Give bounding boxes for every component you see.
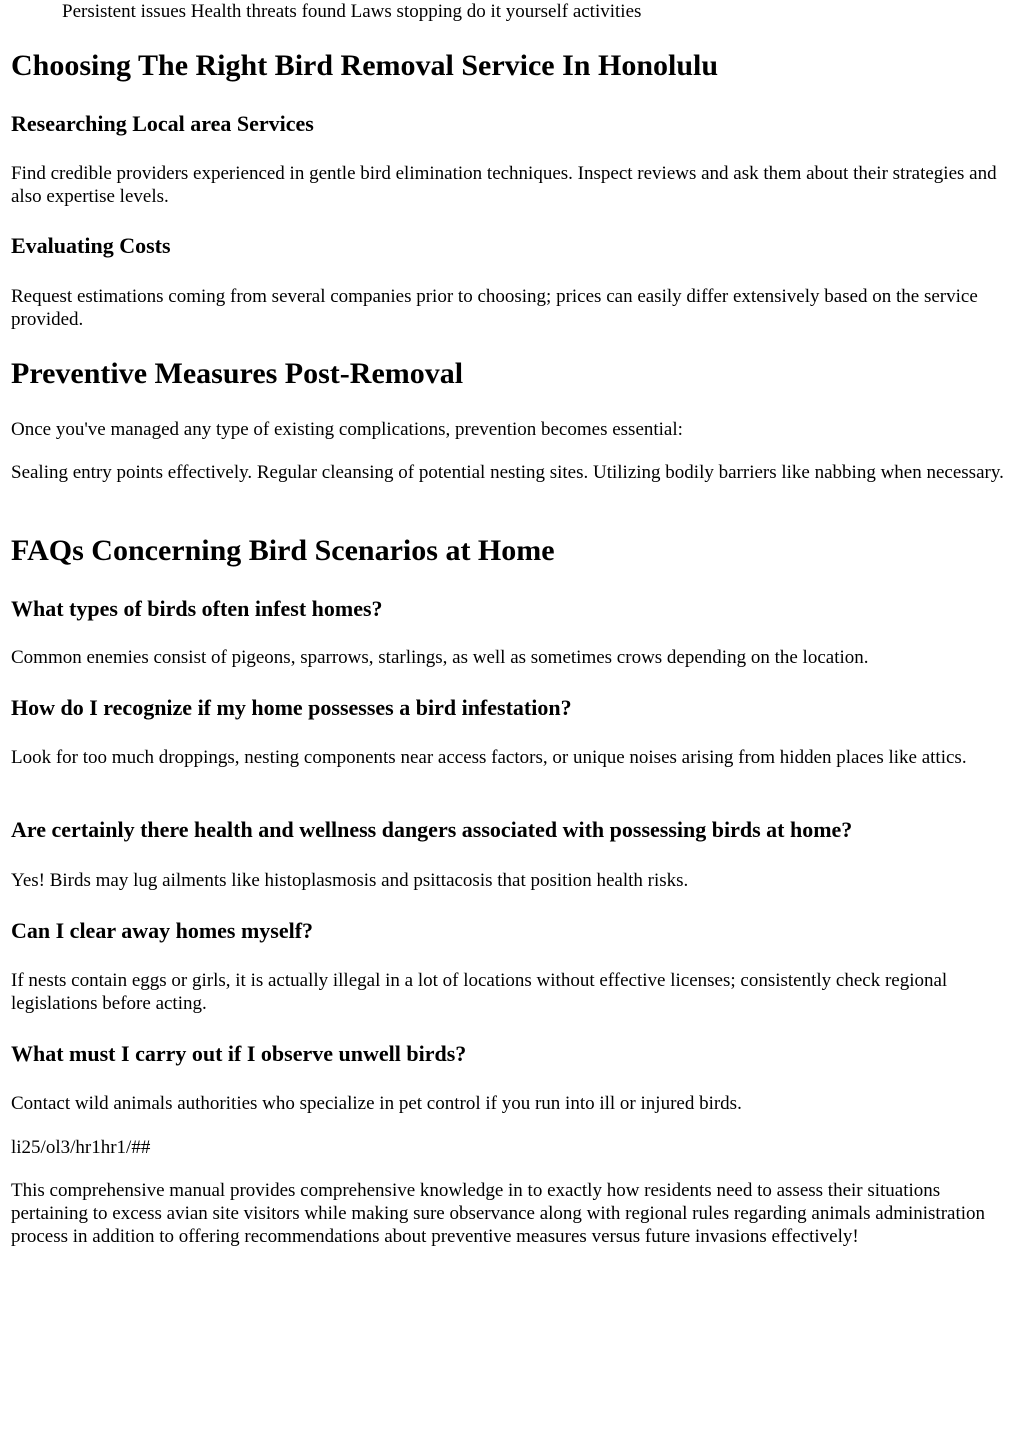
intro-list-text: Persistent issues Health threats found Laws stopping do it yourself activities (62, 1, 642, 22)
faq-answer: Look for too much droppings, nesting components near access factors, or unique noises arising from hidden places like attics. (11, 747, 967, 768)
paragraph-conclusion: This comprehensive manual provides comprehensive knowledge in to exactly how residents need to assess their situations pertaining to excess avian site visitors while making sure observance along with regional rules regarding animals administration process in addition to offering recommendations about preventive measures versus future invasions effectively! (11, 1180, 986, 1247)
paragraph-costs: Request estimations coming from several companies prior to choosing; prices can easily differ extensively based on the service provided. (11, 286, 978, 330)
section-heading-preventive: Preventive Measures Post-Removal (11, 357, 464, 390)
faq-answer: Contact wild animals authorities who specialize in pet control if you run into ill or injured birds. (11, 1093, 742, 1114)
paragraph-preventive-list: Sealing entry points effectively. Regular cleansing of potential nesting sites. Utilizing bodily barriers like nabbing when necessary. (11, 462, 1004, 483)
section-heading-faqs: FAQs Concerning Bird Scenarios at Home (11, 534, 555, 567)
stray-markup-text: li25/ol3/hr1hr1/## (11, 1137, 151, 1158)
subheading-researching: Researching Local area Services (11, 111, 314, 136)
faq-answer: Common enemies consist of pigeons, sparrows, starlings, as well as sometimes crows depending on the location. (11, 647, 869, 668)
subheading-costs: Evaluating Costs (11, 233, 171, 258)
faq-answer: Yes! Birds may lug ailments like histoplasmosis and psittacosis that position health risks. (11, 870, 689, 891)
faq-question: Can I clear away homes myself? (11, 918, 314, 943)
faq-answer: If nests contain eggs or girls, it is actually illegal in a lot of locations without effective licenses; consistently check regional legislations before acting. (11, 970, 948, 1014)
paragraph-researching: Find credible providers experienced in gentle bird elimination techniques. Inspect reviews and ask them about their strategies and also expertise levels. (11, 163, 997, 207)
section-heading-choosing: Choosing The Right Bird Removal Service In Honolulu (11, 49, 719, 82)
paragraph-preventive-intro: Once you've managed any type of existing complications, prevention becomes essential: (11, 419, 683, 440)
faq-question: How do I recognize if my home possesses a bird infestation? (11, 695, 572, 720)
faq-question: What types of birds often infest homes? (11, 596, 383, 621)
faq-question: What must I carry out if I observe unwell birds? (11, 1041, 467, 1066)
faq-question: Are certainly there health and wellness dangers associated with possessing birds at home? (11, 817, 853, 842)
